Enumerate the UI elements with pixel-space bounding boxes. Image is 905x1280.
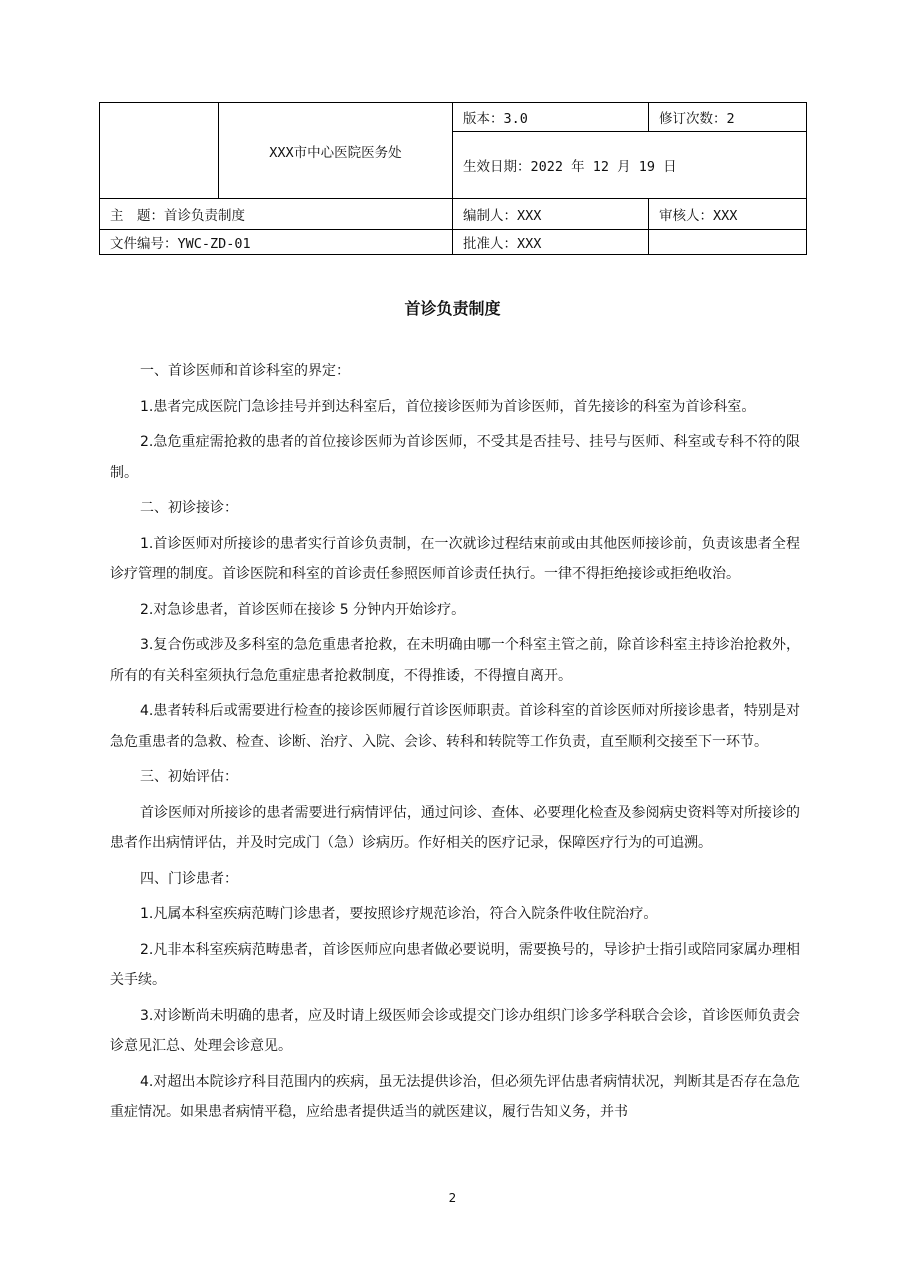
document-body [110, 356, 800, 1133]
paragraph: 2.对急诊患者，首诊医师在接诊 5 分钟内开始诊疗。 [140, 601, 466, 618]
document-title: 首诊负责制度 [404, 299, 501, 318]
revision-count-cell: 修订次数：2 [649, 103, 807, 132]
org-name: XXX市中心医院医务处 [219, 103, 453, 199]
paragraph: 2.凡非本科室疾病范畴患者，首诊医师应向患者做必要说明，需要换号的，导诊护士指引或陪同家属办理相关手续。 [110, 941, 800, 988]
section-heading-4: 四、门诊患者： [140, 870, 238, 887]
logo-cell [100, 103, 219, 199]
paragraph: 1.患者完成医院门急诊挂号并到达科室后，首位接诊医师为首诊医师，首先接诊的科室为首诊科室。 [140, 398, 756, 415]
section-heading-1: 一、首诊医师和首诊科室的界定： [140, 363, 350, 379]
page-number: 2 [448, 1191, 457, 1205]
reviewer-cell: 审核人：XXX [649, 199, 807, 230]
paragraph: 首诊医师对所接诊的患者需要进行病情评估，通过问诊、查体、必要理化检查及参阅病史资料等对所接诊的患者作出病情评估，并及时完成门（急）诊病历。作好相关的医疗记录，保障医疗行为的可追溯。 [110, 804, 800, 851]
doc-number-cell: 文件编号：YWC-ZD-01 [100, 230, 453, 255]
effective-date-cell: 生效日期：2022 年 12 月 19 日 [453, 132, 807, 199]
empty-cell [649, 230, 807, 255]
paragraph: 1.凡属本科室疾病范畴门诊患者，要按照诊疗规范诊治，符合入院条件收住院治疗。 [140, 906, 658, 922]
approver-cell: 批准人：XXX [453, 230, 649, 255]
paragraph: 4.患者转科后或需要进行检查的接诊医师履行首诊医师职责。首诊科室的首诊医师对所接诊患者，特别是对急危重患者的急救、检查、诊断、治疗、入院、会诊、转科和转院等工作负责，直至顺利交接至下一环节。 [110, 703, 800, 750]
paragraph: 4.对超出本院诊疗科目范围内的疾病，虽无法提供诊治，但必须先评估患者病情状况，判断其是否存在急危重症情况。如果患者病情平稳，应给患者提供适当的就医建议，履行告知义务，并书 [110, 1073, 800, 1120]
section-heading-3: 三、初始评估： [140, 769, 238, 785]
paragraph: 1.首诊医师对所接诊的患者实行首诊负责制，在一次就诊过程结束前或由其他医师接诊前，负责该患者全程诊疗管理的制度。首诊医院和科室的首诊责任参照医师首诊责任执行。一律不得拒绝接诊或拒绝收治。 [110, 535, 800, 582]
paragraph: 3.对诊断尚未明确的患者，应及时请上级医师会诊或提交门诊办组织门诊多学科联合会诊，首诊医师负责会诊意见汇总、处理会诊意见。 [110, 1007, 800, 1054]
paragraph: 2.急危重症需抢救的患者的首位接诊医师为首诊医师，不受其是否挂号、挂号与医师、科室或专科不符的限制。 [110, 434, 800, 481]
version-cell: 版本：3.0 [453, 103, 649, 132]
document-header-table [99, 102, 807, 255]
paragraph: 3.复合伤或涉及多科室的急危重患者抢救，在未明确由哪一个科室主管之前，除首诊科室主持诊治抢救外，所有的有关科室须执行急危重症患者抢救制度，不得推诿，不得擅自离开。 [110, 637, 800, 684]
compiler-cell: 编制人：XXX [453, 199, 649, 230]
section-heading-2: 二、初诊接诊： [140, 500, 238, 516]
subject-cell: 主 题：首诊负责制度 [100, 199, 453, 230]
